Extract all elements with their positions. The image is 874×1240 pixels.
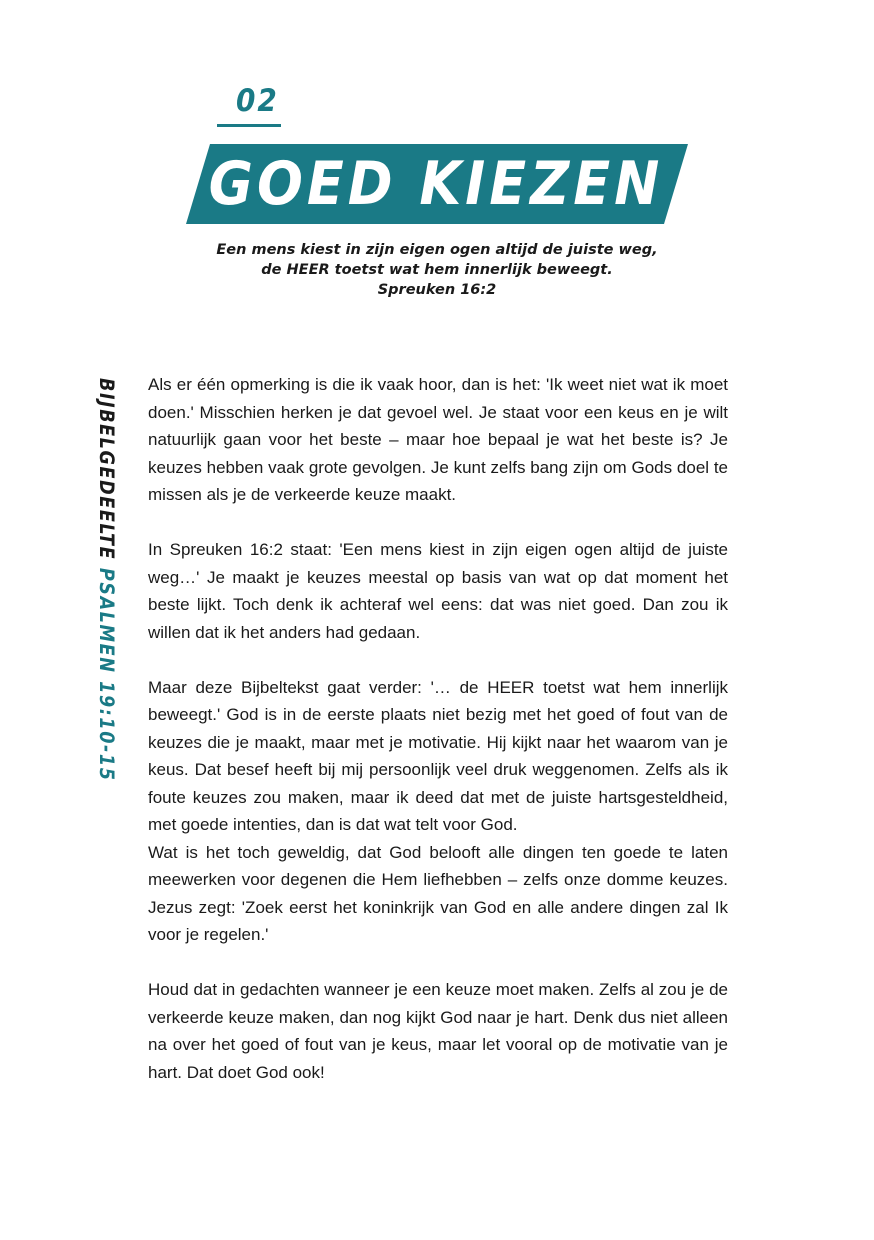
quote-line-2: de HEER toetst wat hem innerlijk beweegt.: [261, 262, 613, 278]
bible-quote: [150, 240, 724, 300]
quote-reference: Spreuken 16:2: [377, 282, 497, 298]
body-text: [148, 371, 728, 1114]
side-label-reference: PSALMEN 19:10-15: [95, 567, 118, 782]
body-paragraph-3: Maar deze Bijbeltekst gaat verder: '… de HEER toetst wat hem innerlijk beweegt.' God is in de eerste plaats niet bezig met het goed of fout van de keuzes die je maakt, maar met je motivatie. Hij kijkt naar het waarom van je keus. Dat besef heeft bij mij persoonlijk veel druk weggenomen. Zelfs als ik foute keuzes zou maken, maar ik deed dat met de juiste hartsgesteldheid, met goede intenties, dan is dat wat telt voor God.: [148, 677, 728, 834]
chapter-number: 02: [236, 83, 279, 119]
body-paragraph-2: In Spreuken 16:2 staat: 'Een mens kiest in zijn eigen ogen altijd de juiste weg…' Je maakt je keuzes meestal op basis van wat op dat moment het beste lijkt. Toch denk ik achteraf wel eens: dat was niet goed. Dan zou ik willen dat ik het anders had gedaan.: [148, 540, 728, 642]
chapter-title: GOED KIEZEN: [208, 149, 664, 219]
chapter-number-underline: [217, 124, 281, 127]
body-paragraph-5: Houd dat in gedachten wanneer je een keuze moet maken. Zelfs al zou je de verkeerde keuze maken, dan nog kijkt God naar je hart. Denk dus niet alleen na over het goed of fout van je keus, maar let vooral op de motivatie van je hart. Dat doet God ook!: [148, 980, 728, 1082]
body-paragraph-1: Als er één opmerking is die ik vaak hoor, dan is het: 'Ik weet niet wat ik moet doen.' Misschien herken je dat gevoel wel. Je staat voor een keus en je wilt natuurlijk gaan voor het beste – maar hoe bepaal je wat het beste is? Je keuzes hebben vaak grote gevolgen. Je kunt zelfs bang zijn om Gods doel te missen als je de verkeerde keuze maakt.: [148, 375, 728, 504]
side-label: [95, 378, 117, 782]
quote-line-1: Een mens kiest in zijn eigen ogen altijd de juiste weg,: [216, 242, 658, 258]
title-banner: [186, 144, 688, 224]
side-label-prefix: BIJBELGEDEELTE: [95, 378, 118, 561]
body-paragraph-4: Wat is het toch geweldig, dat God belooft alle dingen ten goede te laten meewerken voor degenen die Hem liefhebben – zelfs onze domme keuzes. Jezus zegt: 'Zoek eerst het koninkrijk van God en alle andere dingen zal Ik voor je regelen.': [148, 842, 728, 944]
